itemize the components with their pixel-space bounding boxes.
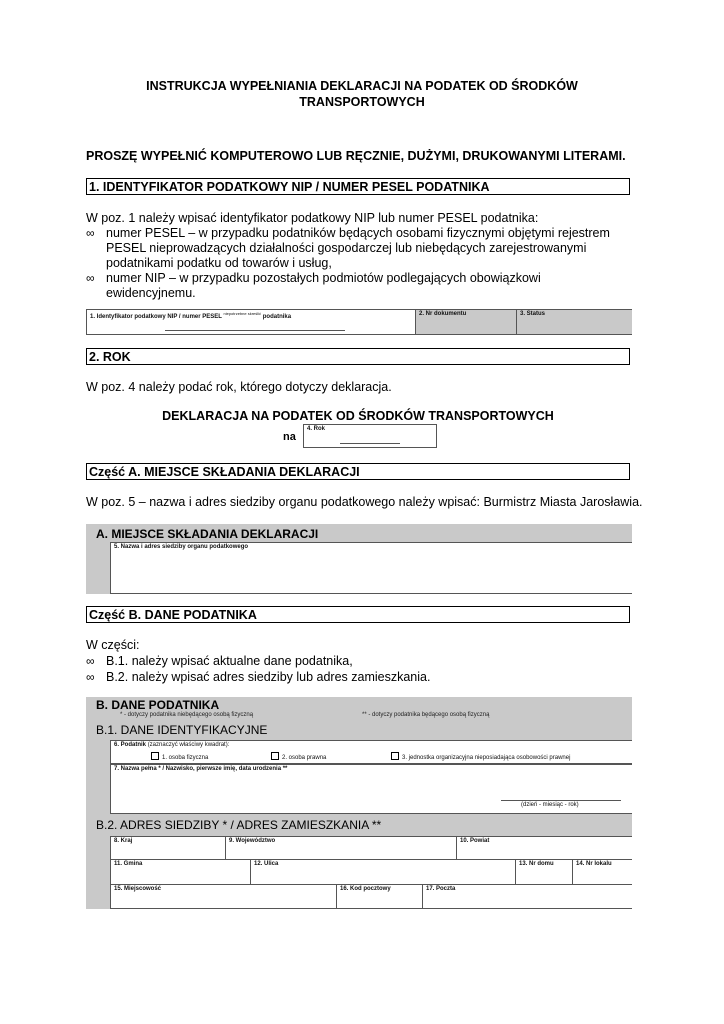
option-org-unit[interactable] [391, 752, 570, 761]
field-16-label: 16. Kod pocztowy [340, 886, 391, 892]
field-5-tax-office[interactable] [110, 542, 632, 594]
document-title-line1: INSTRUKCJA WYPEŁNIANIA DEKLARACJI NA PODATEK OD ŚRODKÓW [146, 79, 578, 93]
field-11-label: 11. Gmina [114, 861, 143, 867]
field-1-super: niepotrzebne skreślić [223, 311, 262, 316]
section1-bullets [86, 226, 630, 301]
sectionB-intro: W części: [86, 638, 140, 652]
bullet-symbol: ∞ [86, 654, 95, 668]
field-2-doc-number [415, 309, 517, 335]
field-14-label: 14. Nr lokalu [576, 861, 612, 867]
date-baseline [501, 800, 621, 801]
bullet-symbol: ∞ [86, 271, 95, 285]
b1-title: B.1. DANE IDENTYFIKACYJNE [96, 723, 268, 737]
declaration-title: DEKLARACJA NA PODATEK OD ŚRODKÓW TRANSPORTOWYCH [162, 409, 554, 423]
field-10-label: 10. Powiat [460, 838, 490, 844]
option-1-label: 1. osoba fizyczna [162, 755, 209, 761]
b2-title: B.2. ADRES SIEDZIBY * / ADRES ZAMIESZKANIA ** [96, 818, 382, 832]
field-3-label: 3. Status [520, 311, 546, 317]
field-17-label: 17. Poczta [426, 886, 456, 892]
field-1-tail: podatnika [262, 314, 292, 320]
field-2-label: 2. Nr dokumentu [419, 311, 467, 317]
fill-instruction: PROSZĘ WYPEŁNIĆ KOMPUTEROWO LUB RĘCZNIE, DUŻYMI, DRUKOWANYMI LITERAMI. [86, 149, 626, 163]
field-3-status [516, 309, 632, 335]
field-8-label: 8. Kraj [114, 838, 133, 844]
bullet-symbol: ∞ [86, 670, 95, 684]
field-1-label: 1. Identyfikator podatkowy NIP / numer PESEL [90, 314, 222, 320]
field-9-label: 9. Województwo [229, 838, 276, 844]
checkbox-icon[interactable] [271, 752, 279, 760]
document-title-line2: TRANSPORTOWYCH [299, 95, 425, 109]
field-14-apartment-number[interactable] [572, 859, 632, 885]
field-4-year[interactable] [303, 424, 437, 448]
section1-intro: W poz. 1 należy wpisać identyfikator podatkowy NIP lub numer PESEL podatnika: [86, 211, 539, 225]
checkbox-icon[interactable] [151, 752, 159, 760]
form-identifier-row [86, 309, 632, 335]
option-natural-person[interactable] [151, 752, 208, 761]
form-section-a [86, 524, 632, 594]
field-12-label: 12. Ulica [254, 861, 279, 867]
note-non-person: * - dotyczy podatnika niebędącego osobą fizyczną [120, 712, 254, 718]
bullet2-line1: numer NIP – w przypadku pozostałych podmiotów podlegających obowiązkowi [106, 271, 541, 285]
field-8-country[interactable] [110, 836, 226, 860]
field-12-street[interactable] [250, 859, 516, 885]
sectionA-text: W poz. 5 – nazwa i adres siedziby organu podatkowego należy wpisać: Burmistrz Miasta Jarosławia. [86, 495, 643, 509]
field-4-label: 4. Rok [307, 426, 326, 432]
field-17-post-office[interactable] [422, 884, 632, 909]
field-7-full-name[interactable] [110, 764, 632, 814]
section2-text: W poz. 4 należy podać rok, którego dotyczy deklaracja. [86, 380, 392, 394]
field-9-voivodeship[interactable] [225, 836, 457, 860]
bullet1-line1: numer PESEL – w przypadku podatników będących osobami fizycznymi objętymi rejestrem [106, 226, 610, 240]
field-7-label: 7. Nazwa pełna * / Nazwisko, pierwsze imię, data urodzenia ** [114, 766, 288, 772]
bullet-symbol: ∞ [86, 226, 95, 240]
field-16-postal-code[interactable] [336, 884, 423, 909]
checkbox-icon[interactable] [391, 752, 399, 760]
field-1-baseline [165, 330, 345, 331]
field-13-house-number[interactable] [515, 859, 573, 885]
sectionB-bullet1: B.1. należy wpisać aktualne dane podatnika, [106, 654, 353, 668]
section1-heading: 1. IDENTYFIKATOR PODATKOWY NIP / NUMER PESEL PODATNIKA [86, 178, 630, 195]
field-15-city[interactable] [110, 884, 337, 909]
sectionB-bullet2: B.2. należy wpisać adres siedziby lub adres zamieszkania. [106, 670, 431, 684]
field-4-baseline [340, 443, 400, 444]
sectionB-bullets [86, 654, 630, 686]
note-person: ** - dotyczy podatnika będącego osobą fizyczną [362, 712, 490, 718]
form-b-title: B. DANE PODATNIKA [96, 698, 220, 712]
field-1-nip-pesel[interactable] [86, 309, 416, 335]
bullet1-line2: PESEL nieprowadzących działalności gospodarczej lub niebędących zarejestrowanymi [106, 241, 587, 255]
option-legal-person[interactable] [271, 752, 326, 761]
section2-heading: 2. ROK [86, 348, 630, 365]
form-section-b [86, 697, 632, 909]
date-hint: (dzień - miesiąc - rok) [521, 802, 579, 808]
field-6-taxpayer-type [110, 740, 632, 764]
sectionA-heading: Część A. MIEJSCE SKŁADANIA DEKLARACJI [86, 463, 630, 480]
field-11-commune[interactable] [110, 859, 251, 885]
declaration-na: na [283, 431, 296, 443]
field-15-label: 15. Miejscowość [114, 886, 162, 892]
sectionB-heading: Część B. DANE PODATNIKA [86, 606, 630, 623]
option-3-label: 3. jednostka organizacyjna nieposiadająca osobowości prawnej [402, 755, 571, 761]
option-2-label: 2. osoba prawna [282, 755, 327, 761]
form-a-title: A. MIEJSCE SKŁADANIA DEKLARACJI [96, 527, 319, 541]
bullet1-line3: podatnikami podatku od towarów i usług, [106, 256, 332, 270]
field-5-label: 5. Nazwa i adres siedziby organu podatkowego [114, 544, 249, 550]
field-6-hint: (zaznaczyć właściwy kwadrat): [147, 742, 230, 748]
field-10-district[interactable] [456, 836, 632, 860]
bullet2-line2: ewidencyjnemu. [106, 286, 196, 300]
field-13-label: 13. Nr domu [519, 861, 554, 867]
field-6-label: 6. Podatnik [114, 742, 147, 748]
